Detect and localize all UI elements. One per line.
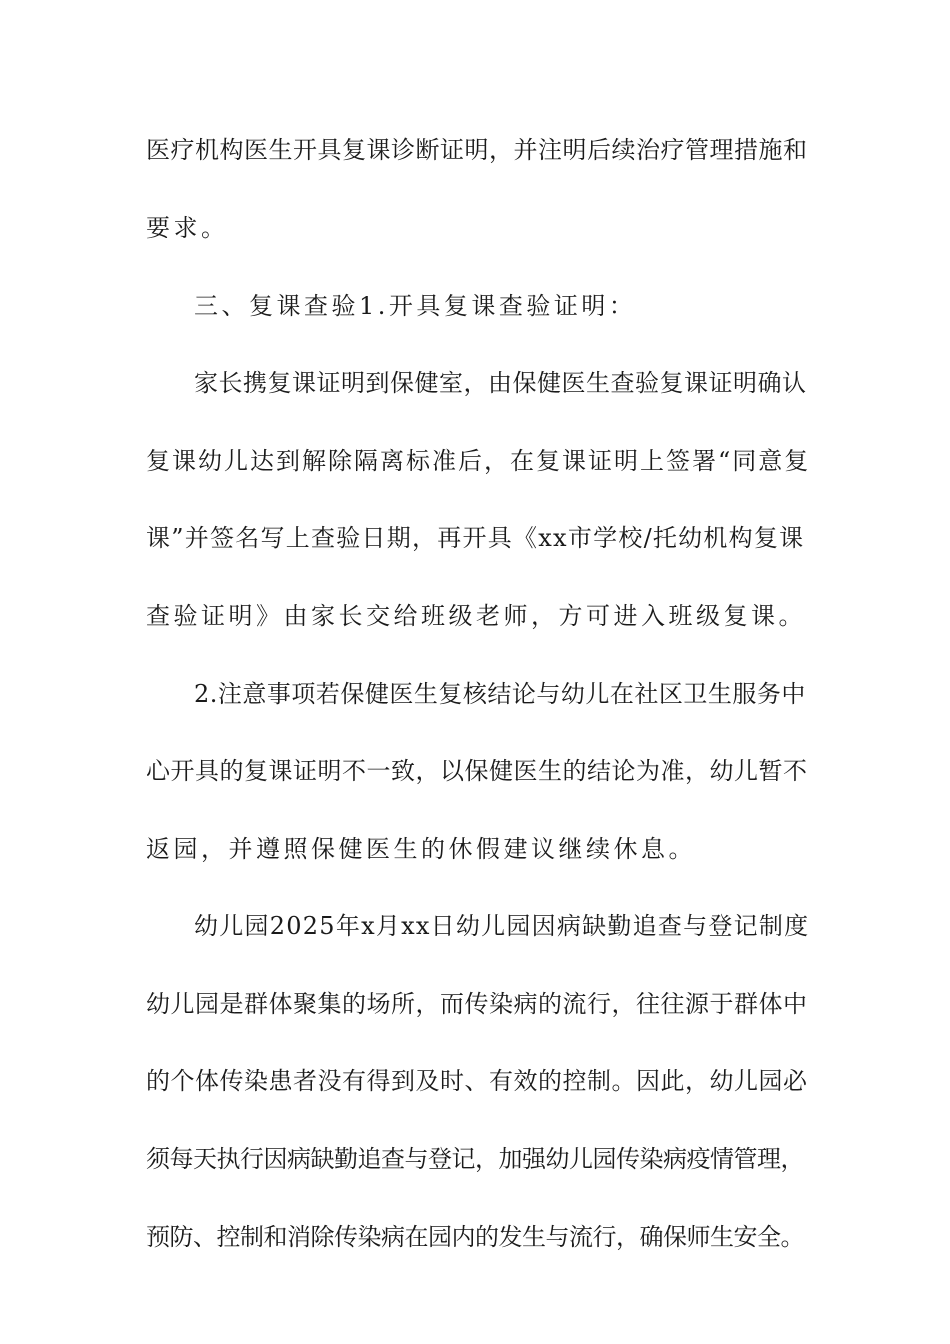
text-line: 的个体传染患者没有得到及时、有效的控制。因此，幼儿园必	[146, 1067, 808, 1095]
text-line: 2.注意事项若保健医生复核结论与幼儿在社区卫生服务中	[194, 680, 806, 708]
text-line: 家长携复课证明到保健室，由保健医生查验复课证明确认	[194, 369, 807, 397]
text-line: 幼儿园2025年x月xx日幼儿园因病缺勤追查与登记制度	[194, 912, 810, 940]
text-line: 要求。	[146, 214, 229, 242]
text-line: 课”并签名写上查验日期，再开具《xx市学校/托幼机构复课	[146, 524, 805, 552]
text-line: 查验证明》由家长交给班级老师，方可进入班级复课。	[146, 602, 806, 630]
text-line: 医疗机构医生开具复课诊断证明，并注明后续治疗管理措施和	[146, 136, 808, 164]
section-heading: 三、复课查验1.开具复课查验证明：	[194, 292, 637, 320]
text-line: 预防、控制和消除传染病在园内的发生与流行，确保师生安全。	[146, 1223, 804, 1251]
text-line: 心开具的复课证明不一致，以保健医生的结论为准，幼儿暂不	[146, 757, 808, 785]
text-line: 复课幼儿达到解除隔离标准后，在复课证明上签署“同意复	[146, 447, 811, 475]
text-line: 须每天执行因病缺勤追查与登记，加强幼儿园传染病疫情管理，	[146, 1145, 804, 1173]
text-line: 幼儿园是群体聚集的场所，而传染病的流行，往往源于群体中	[146, 990, 808, 1018]
text-line: 返园，并遵照保健医生的休假建议继续休息。	[146, 835, 696, 863]
